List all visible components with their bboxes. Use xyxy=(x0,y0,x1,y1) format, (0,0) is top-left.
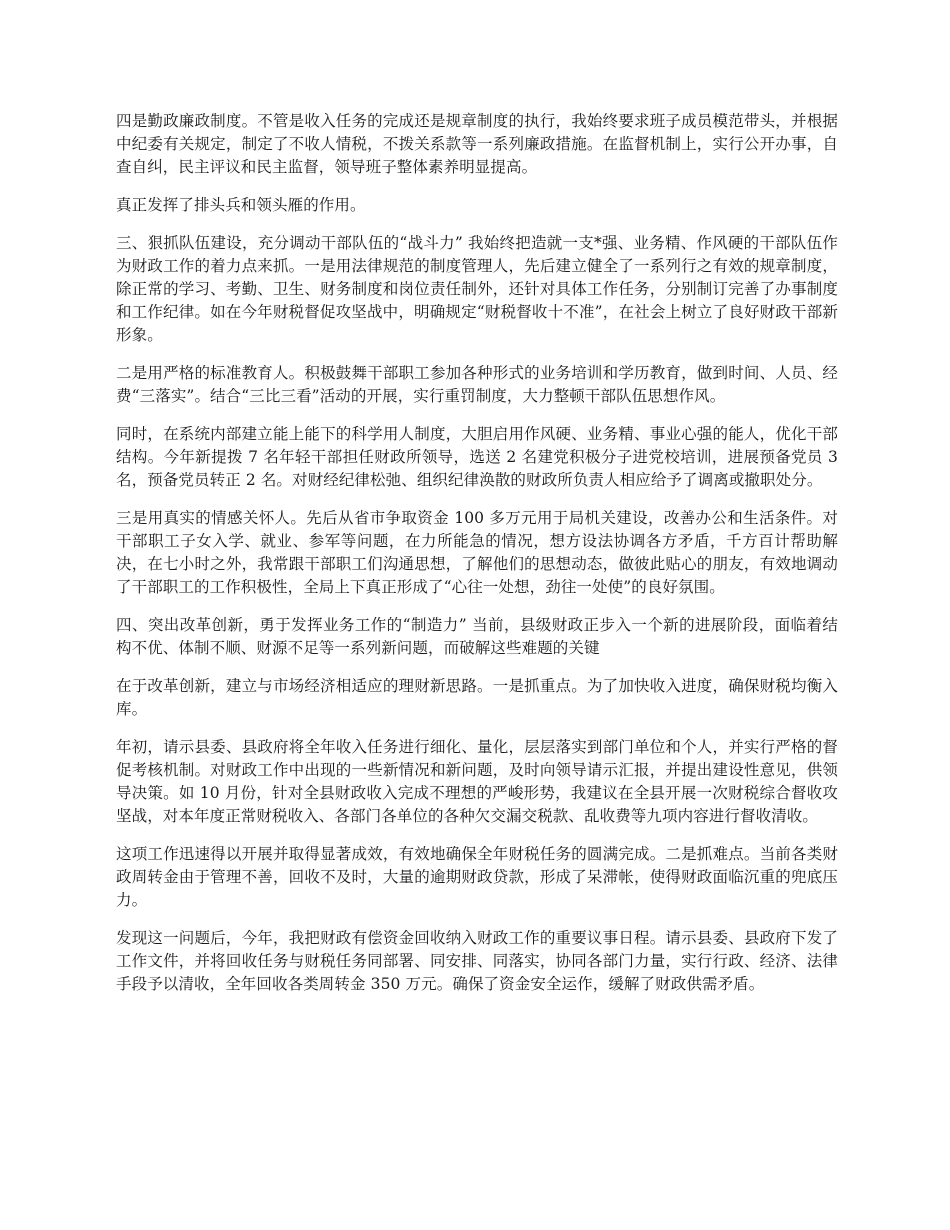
paragraph-11: 发现这一问题后，今年，我把财政有偿资金回收纳入财政工作的重要议事日程。请示县委、县政府下发了工作文件，并将回收任务与财税任务同部署、同安排、同落实，协同各部门力量，实行行政、经济、法律手段予以清收，全年回收各类周转金 350 万元。确保了资金安全运作，缓解了财政供需矛盾。 xyxy=(116,929,838,993)
document-body xyxy=(116,110,838,996)
paragraph-4: 二是用严格的标准教育人。积极鼓舞干部职工参加各种形式的业务培训和学历教育，做到时间、人员、经费“三落实”。结合“三比三看”活动的开展，实行重罚制度，大力整顿干部队伍思想作风。 xyxy=(116,364,838,405)
paragraph-2: 真正发挥了排头兵和领头雁的作用。 xyxy=(116,196,366,214)
paragraph-10: 这项工作迅速得以开展并取得显著成效，有效地确保全年财税任务的圆满完成。二是抓难点。当前各类财政周转金由于管理不善，回收不及时，大量的逾期财政贷款，形成了呆滞帐，使得财政面临沉重的兜底压力。 xyxy=(116,845,838,909)
paragraph-9: 年初，请示县委、县政府将全年收入任务进行细化、量化，层层落实到部门单位和个人，并实行严格的督促考核机制。对财政工作中出现的一些新情况和新问题，及时向领导请示汇报，并提出建设性意见，供领导决策。如 10 月份，针对全县财政收入完成不理想的严峻形势，我建议在全县开展一次财税综合督收攻坚战，对本年度正常财税收入、各部门各单位的各种欠交漏交税款、乱收费等九项内容进行督收清收。 xyxy=(116,738,838,825)
paragraph-1: 四是勤政廉政制度。不管是收入任务的完成还是规章制度的执行，我始终要求班子成员模范带头，并根据中纪委有关规定，制定了不收人情税，不拨关系款等一系列廉政措施。在监督机制上，实行公开办事，自查自纠，民主评议和民主监督，领导班子整体素养明显提高。 xyxy=(116,112,838,176)
paragraph-5: 同时，在系统内部建立能上能下的科学用人制度，大胆启用作风硬、业务精、事业心强的能人，优化干部结构。今年新提拨 7 名年轻干部担任财政所领导，选送 2 名建党积极分子进党校培训，进展预备党员 3 名，预备党员转正 2 名。对财经纪律松弛、组织纪律涣散的财政所负责人相应给予了调离或撤职处分。 xyxy=(116,425,838,489)
paragraph-6: 三是用真实的情感关怀人。先后从省市争取资金 100 多万元用于局机关建设，改善办公和生活条件。对干部职工子女入学、就业、参军等问题，在力所能急的情况，想方设法协调各方矛盾，千方百计帮助解决，在七小时之外，我常跟干部职工们沟通思想，了解他们的思想动态，做彼此贴心的朋友，有效地调动了干部职工的工作积极性，全局上下真正形成了“心往一处想，劲往一处使”的良好氛围。 xyxy=(116,509,838,596)
paragraph-8: 在于改革创新，建立与市场经济相适应的理财新思路。一是抓重点。为了加快收入进度，确保财税均衡入库。 xyxy=(116,677,838,718)
paragraph-3: 三、狠抓队伍建设，充分调动干部队伍的“战斗力” 我始终把造就一支*强、业务精、作风硬的干部队伍作为财政工作的着力点来抓。一是用法律规范的制度管理人，先后建立健全了一系列行之有效的规章制度，除正常的学习、考勤、卫生、财务制度和岗位责任制外，还针对具体工作任务，分别制订完善了办事制度和工作纪律。如在今年财税督促攻坚战中，明确规定“财税督收十不准”，在社会上树立了良好财政干部新形象。 xyxy=(116,234,838,344)
paragraph-7: 四、突出改革创新，勇于发挥业务工作的“制造力” 当前，县级财政正步入一个新的进展阶段，面临着结构不优、体制不顺、财源不足等一系列新问题，而破解这些难题的关键 xyxy=(116,616,838,657)
